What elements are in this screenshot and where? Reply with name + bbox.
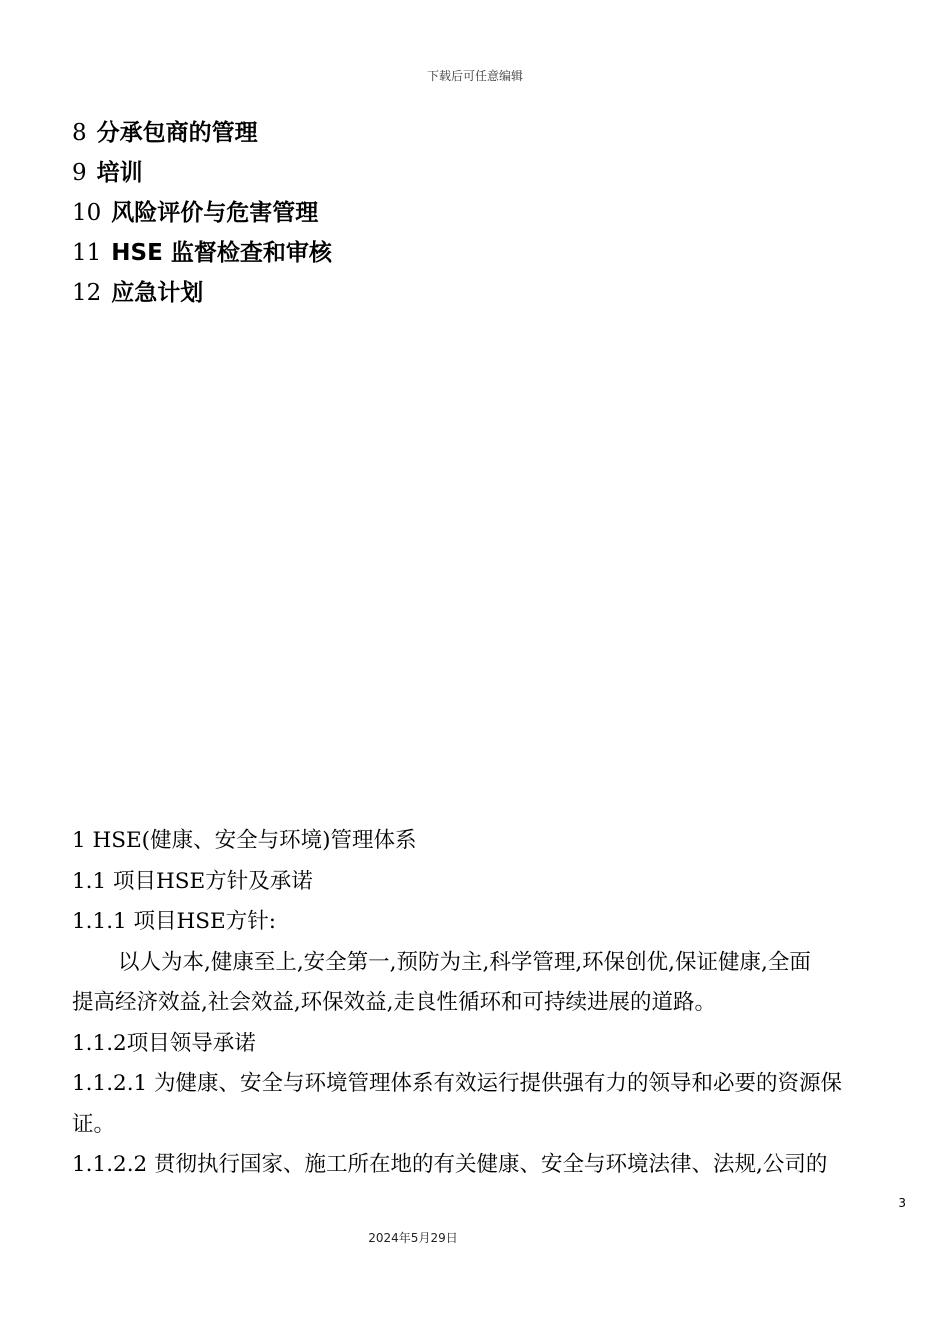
- subsection-heading: 1.1 项目HSE方针及承诺: [72, 868, 313, 894]
- paragraph-line: 以人为本,健康至上,安全第一,预防为主,科学管理,环保创优,保证健康,全面: [118, 949, 811, 975]
- toc-number: 10: [72, 200, 102, 226]
- section-heading: 1 HSE(健康、安全与环境)管理体系: [72, 828, 417, 853]
- toc-number: 11: [72, 240, 102, 266]
- paragraph-line: 1.1.2.1 为健康、安全与环境管理体系有效运行提供强有力的领导和必要的资源保: [72, 1071, 843, 1096]
- paragraph-line: 证。: [72, 1111, 116, 1137]
- toc-item: [72, 276, 892, 316]
- toc-item: [72, 156, 892, 196]
- toc-number: 9: [72, 160, 87, 186]
- toc-item: [72, 196, 892, 236]
- toc-label: 培训: [96, 160, 143, 186]
- page-header: 下载后可任意编辑: [426, 69, 523, 83]
- body-text: [72, 822, 908, 1187]
- subsection-heading: 1.1.2项目领导承诺: [72, 1030, 256, 1056]
- paragraph-line: 1.1.2.2 贯彻执行国家、施工所在地的有关健康、安全与环境法律、法规,公司的: [72, 1152, 828, 1177]
- page-number: 3: [898, 1196, 906, 1210]
- toc-label: 应急计划: [111, 280, 204, 306]
- paragraph-line: 提高经济效益,社会效益,环保效益,走良性循环和可持续进展的道路。: [72, 990, 717, 1015]
- toc-label: HSE 监督检查和审核: [111, 240, 332, 266]
- page-footer-date: 2024年5月29日: [368, 1231, 458, 1245]
- toc-label: 分承包商的管理: [96, 120, 258, 146]
- toc-number: 12: [72, 280, 102, 306]
- toc-item: [72, 236, 892, 276]
- table-of-contents: [72, 116, 892, 316]
- toc-number: 8: [72, 120, 87, 146]
- toc-item: [72, 116, 892, 156]
- subsection-heading: 1.1.1 项目HSE方针:: [72, 909, 276, 934]
- toc-label: 风险评价与危害管理: [111, 200, 319, 226]
